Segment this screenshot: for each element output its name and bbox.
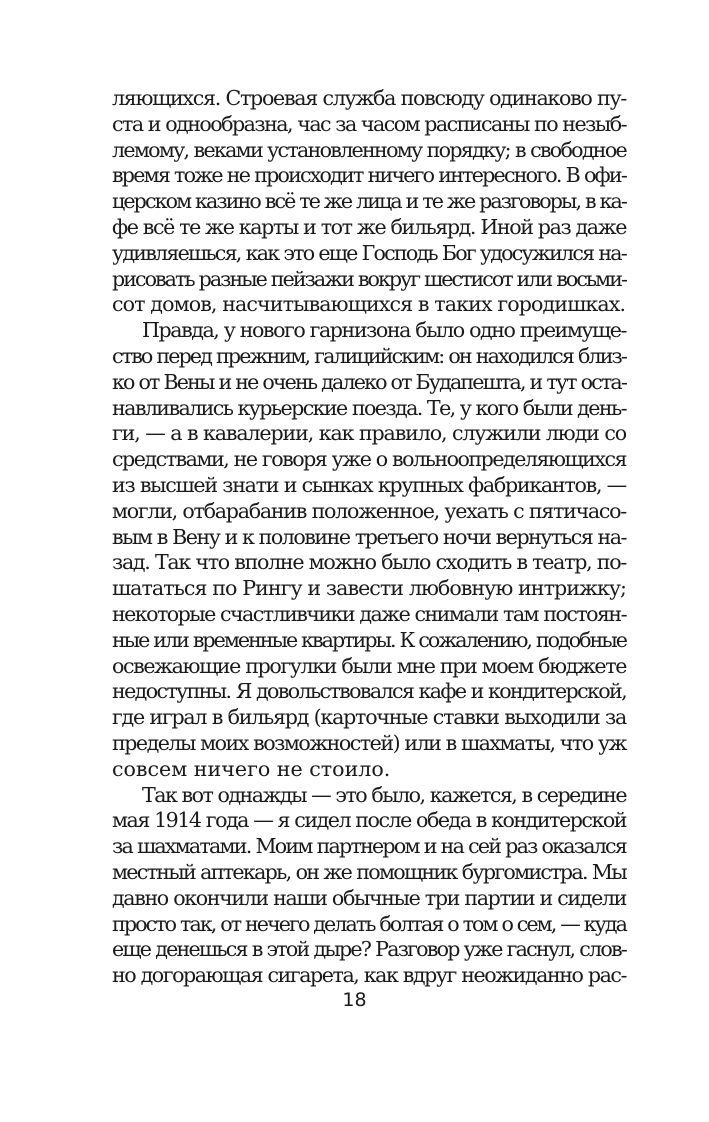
text-line: ляющихся. Строевая служба повсюду одинаково пу- [112,86,626,110]
text-line: давно окончили наши обычные три партии и сидели [112,885,626,910]
paragraph-1 [112,86,626,318]
text-line: фе всё те же карты и тот же бильярд. Иной раз даже [112,214,626,239]
text-line: за шахматами. Моим партнером и на сей раз оказался [112,834,626,859]
text-line: пределы моих возможностей) или в шахматы, что уж [112,730,626,755]
text-line: ство перед прежним, галицийским: он находился близ- [112,343,626,368]
paragraph-3 [112,783,626,989]
text-line: некоторые счастливчики даже снимали там постоян- [112,601,626,626]
text-line: лемому, веками установленному порядку; в свободное [112,137,626,162]
page-number: 18 [342,989,367,1011]
text-line: совсем ничего не стоило. [112,756,391,781]
text-line: просто так, от нечего делать болтая о том о сем, — куда [112,911,626,936]
text-line: где играл в бильярд (карточные ставки выходили за [112,705,626,730]
text-line: освежающие прогулки были мне при моем бюджете [112,653,626,678]
text-line: из высшей знати и сынках крупных фабрикантов, — [112,472,626,497]
text-line: рисовать разные пейзажи вокруг шестисот или восьми- [112,266,626,291]
text-line: недоступны. Я довольствовался кафе и кондитерской, [112,679,626,704]
text-line: шататься по Рингу и завести любовную интрижку; [112,576,626,601]
body-text [112,86,626,989]
text-line: ко от Вены и не очень далеко от Будапешта, и тут оста- [112,369,626,394]
text-line: ные или временные квартиры. К сожалению, подобные [112,627,626,652]
text-line: могли, отбарабанив положенное, уехать с пятичасо- [112,498,626,523]
text-line: еще денешься в этой дыре? Разговор уже гаснул, слов- [112,937,626,962]
text-line: ста и однообразна, час за часом расписаны по незыб- [112,111,626,136]
text-line: зад. Так что вполне можно было сходить в театр, по- [112,550,626,575]
text-line: ги, — а в кавалерии, как правило, служили люди со [112,421,626,446]
text-line: навливались курьерские поезда. Те, у кого были день- [112,395,626,420]
text-line: местный аптекарь, он же помощник бургомистра. Мы [112,859,626,884]
text-line: средствами, не говоря уже о вольноопределяющихся [112,447,626,472]
text-line: мая 1914 года — я сидел после обеда в кондитерской [112,808,626,833]
paragraph-2 [112,318,626,782]
text-line: церском казино всё те же лица и те же разговоры, в ка- [112,189,626,214]
text-line: Так вот однажды — это было, кажется, в середине [142,782,626,807]
text-line: вым в Вену и к половине третьего ночи вернуться на- [112,524,626,549]
text-line: время тоже не происходит ничего интересного. В офи- [112,163,626,188]
text-line: Правда, у нового гарнизона было одно преимуще- [142,318,626,343]
text-line: удивляешься, как это еще Господь Бог удосужился на- [112,240,626,265]
text-line: но догорающая сигарета, как вдруг неожиданно рас- [112,963,626,988]
text-line: сот домов, насчитывающихся в таких городишках. [112,292,626,317]
